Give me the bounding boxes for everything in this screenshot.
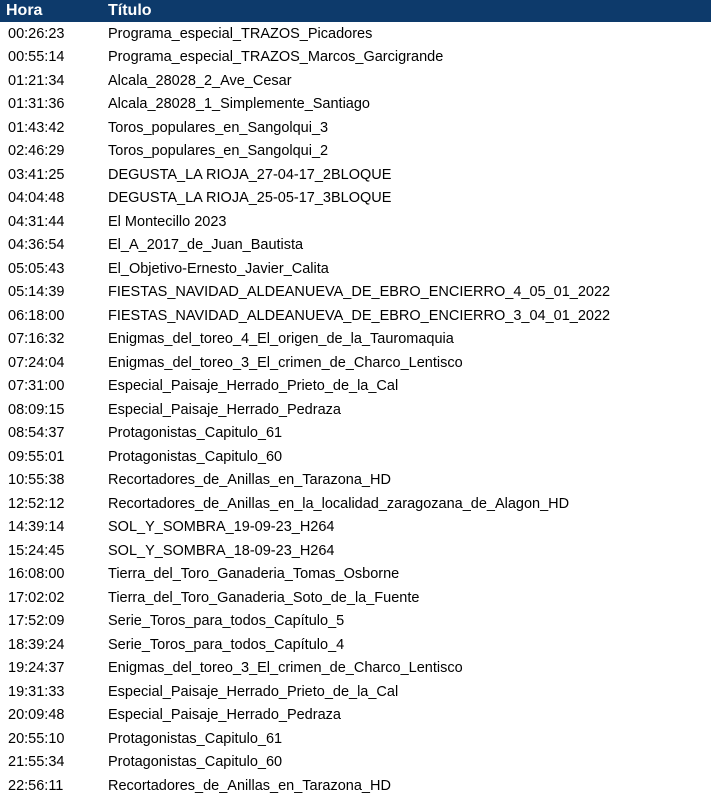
row-hora: 04:36:54 [8, 237, 65, 254]
table-row [0, 281, 711, 305]
row-hora: 20:09:48 [8, 707, 65, 724]
table-row [0, 257, 711, 281]
row-hora: 03:41:25 [8, 166, 65, 183]
table-row [0, 210, 711, 234]
table-row [0, 563, 711, 587]
row-titulo: Serie_Toros_para_todos_Capítulo_5 [108, 613, 345, 630]
table-row [0, 727, 711, 751]
table-row [0, 516, 711, 540]
row-hora: 14:39:14 [8, 519, 65, 536]
row-hora: 00:55:14 [8, 49, 65, 66]
table-row [0, 46, 711, 70]
row-titulo: FIESTAS_NAVIDAD_ALDEANUEVA_DE_EBRO_ENCIERRO_3_04_01_2022 [108, 307, 611, 324]
row-titulo: Toros_populares_en_Sangolqui_2 [108, 143, 329, 160]
row-titulo: Programa_especial_TRAZOS_Picadores [108, 25, 373, 42]
row-titulo: Toros_populares_en_Sangolqui_3 [108, 119, 329, 136]
row-hora: 09:55:01 [8, 448, 65, 465]
row-hora: 08:54:37 [8, 425, 65, 442]
table-row [0, 610, 711, 634]
row-hora: 04:31:44 [8, 213, 65, 230]
table-row [0, 445, 711, 469]
row-hora: 07:16:32 [8, 331, 65, 348]
row-hora: 02:46:29 [8, 143, 65, 160]
row-hora: 12:52:12 [8, 495, 65, 512]
row-hora: 07:24:04 [8, 354, 65, 371]
table-row [0, 351, 711, 375]
row-titulo: Programa_especial_TRAZOS_Marcos_Garcigrande [108, 49, 444, 66]
table-row [0, 140, 711, 164]
row-titulo: Especial_Paisaje_Herrado_Pedraza [108, 707, 341, 724]
row-titulo: Especial_Paisaje_Herrado_Prieto_de_la_Cal [108, 683, 399, 700]
row-titulo: Protagonistas_Capitulo_61 [108, 730, 283, 747]
table-header [0, 0, 711, 22]
table-row [0, 469, 711, 493]
row-hora: 17:02:02 [8, 589, 65, 606]
row-titulo: Serie_Toros_para_todos_Capítulo_4 [108, 636, 345, 653]
header-titulo: Título [108, 2, 152, 19]
table-row [0, 398, 711, 422]
table-row [0, 116, 711, 140]
row-titulo: Alcala_28028_2_Ave_Cesar [108, 72, 292, 89]
table-row [0, 187, 711, 211]
row-hora: 01:31:36 [8, 96, 65, 113]
header-hora: Hora [6, 2, 43, 19]
row-hora: 00:26:23 [8, 25, 65, 42]
row-titulo: El_A_2017_de_Juan_Bautista [108, 237, 304, 254]
row-hora: 20:55:10 [8, 730, 65, 747]
table-row [0, 163, 711, 187]
row-titulo: Recortadores_de_Anillas_en_Tarazona_HD [108, 777, 391, 794]
table-row [0, 633, 711, 657]
row-hora: 19:31:33 [8, 683, 65, 700]
schedule-rows [0, 22, 711, 798]
table-row [0, 539, 711, 563]
row-hora: 18:39:24 [8, 636, 65, 653]
row-titulo: Protagonistas_Capitulo_60 [108, 754, 283, 771]
row-hora: 06:18:00 [8, 307, 65, 324]
row-titulo: El_Objetivo-Ernesto_Javier_Calita [108, 260, 329, 277]
row-hora: 16:08:00 [8, 566, 65, 583]
row-hora: 15:24:45 [8, 542, 65, 559]
row-titulo: El Montecillo 2023 [108, 213, 227, 230]
row-hora: 05:05:43 [8, 260, 65, 277]
table-row [0, 422, 711, 446]
row-hora: 08:09:15 [8, 401, 65, 418]
table-row [0, 375, 711, 399]
row-hora: 19:24:37 [8, 660, 65, 677]
row-titulo: FIESTAS_NAVIDAD_ALDEANUEVA_DE_EBRO_ENCIERRO_4_05_01_2022 [108, 284, 611, 301]
table-row [0, 774, 711, 798]
row-titulo: DEGUSTA_LA RIOJA_27-04-17_2BLOQUE [108, 166, 392, 183]
table-row [0, 704, 711, 728]
row-hora: 22:56:11 [8, 777, 64, 794]
row-titulo: Protagonistas_Capitulo_61 [108, 425, 283, 442]
row-titulo: Especial_Paisaje_Herrado_Prieto_de_la_Cal [108, 378, 399, 395]
table-row [0, 586, 711, 610]
row-titulo: Alcala_28028_1_Simplemente_Santiago [108, 96, 370, 113]
table-row [0, 328, 711, 352]
row-titulo: Tierra_del_Toro_Ganaderia_Soto_de_la_Fuente [108, 589, 420, 606]
row-hora: 01:43:42 [8, 119, 65, 136]
row-titulo: DEGUSTA_LA RIOJA_25-05-17_3BLOQUE [108, 190, 392, 207]
table-row [0, 22, 711, 46]
row-hora: 01:21:34 [8, 72, 65, 89]
table-row [0, 751, 711, 775]
row-titulo: Especial_Paisaje_Herrado_Pedraza [108, 401, 341, 418]
row-hora: 07:31:00 [8, 378, 65, 395]
row-titulo: Enigmas_del_toreo_4_El_origen_de_la_Tauromaquia [108, 331, 454, 348]
table-row [0, 234, 711, 258]
table-row [0, 492, 711, 516]
table-row [0, 69, 711, 93]
row-titulo: Tierra_del_Toro_Ganaderia_Tomas_Osborne [108, 566, 400, 583]
row-hora: 04:04:48 [8, 190, 65, 207]
table-row [0, 657, 711, 681]
table-row [0, 304, 711, 328]
row-hora: 10:55:38 [8, 472, 65, 489]
row-hora: 05:14:39 [8, 284, 65, 301]
row-titulo: SOL_Y_SOMBRA_19-09-23_H264 [108, 519, 335, 536]
row-titulo: Enigmas_del_toreo_3_El_crimen_de_Charco_Lentisco [108, 660, 463, 677]
row-titulo: Enigmas_del_toreo_3_El_crimen_de_Charco_Lentisco [108, 354, 463, 371]
row-titulo: Recortadores_de_Anillas_en_Tarazona_HD [108, 472, 391, 489]
row-hora: 17:52:09 [8, 613, 65, 630]
row-titulo: Protagonistas_Capitulo_60 [108, 448, 283, 465]
row-titulo: Recortadores_de_Anillas_en_la_localidad_zaragozana_de_Alagon_HD [108, 495, 570, 512]
row-hora: 21:55:34 [8, 754, 65, 771]
row-titulo: SOL_Y_SOMBRA_18-09-23_H264 [108, 542, 335, 559]
table-row [0, 680, 711, 704]
table-row [0, 93, 711, 117]
